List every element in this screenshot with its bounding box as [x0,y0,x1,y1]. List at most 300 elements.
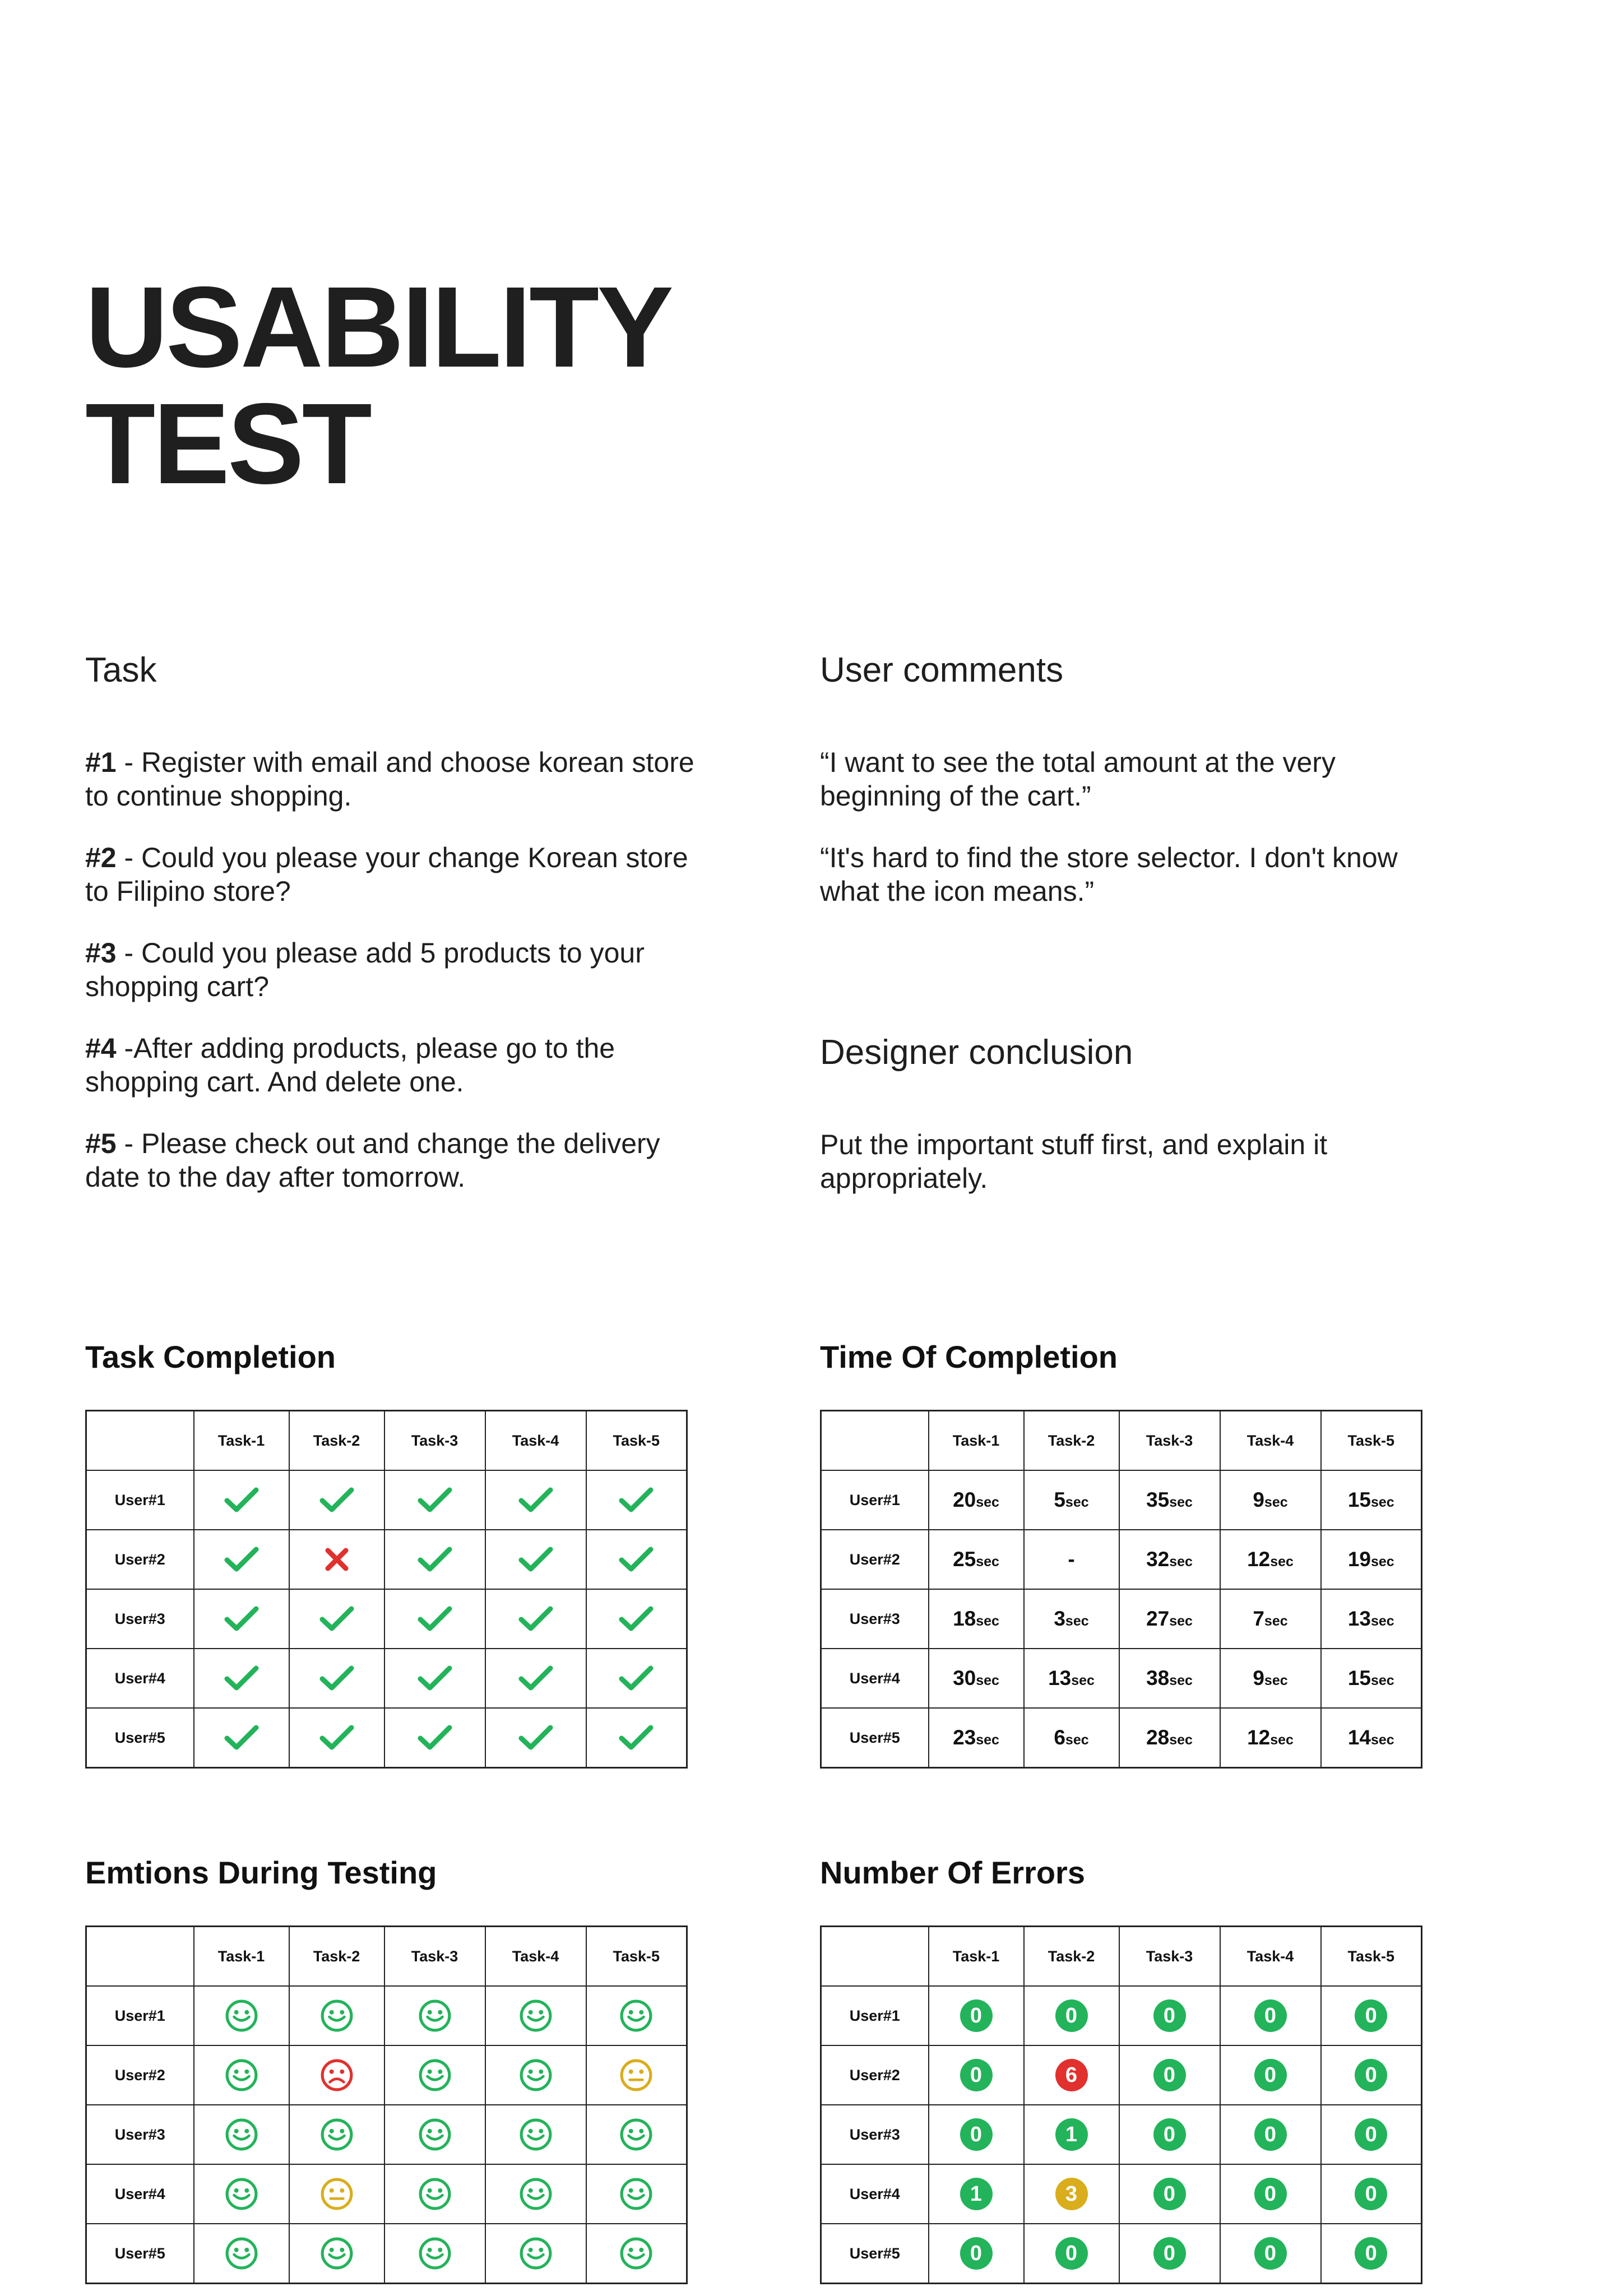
row-label: User#4 [821,2164,929,2224]
table-row [86,2164,687,2224]
time-number: 9 [1253,1667,1264,1689]
error-count-badge: 0 [1055,1999,1088,2032]
time-unit: sec [1071,1673,1095,1688]
check-icon [224,1605,259,1633]
table-row [86,1649,687,1708]
table-row [821,2045,1422,2105]
table-cell [1024,2224,1119,2284]
table-cell [485,1986,586,2045]
row-label: User#5 [821,2224,929,2284]
table-cell [929,1986,1024,2045]
error-count-badge: 0 [1355,2059,1387,2091]
error-count-badge: 0 [1355,2118,1387,2151]
task-number: #2 [85,842,117,873]
header-row [821,1411,1422,1471]
error-count-badge: 1 [1055,2118,1088,2151]
table-cell [586,2045,687,2105]
check-icon [224,1545,259,1573]
time-number: 20 [953,1488,976,1511]
table-cell [384,1470,485,1530]
row-label: User#3 [86,1589,194,1649]
table-cell [1321,2224,1422,2284]
row-label: User#4 [86,1649,194,1708]
conclusion-block [820,1128,1436,1223]
happy-face-icon [519,2177,553,2211]
check-icon [619,1486,654,1514]
table-cell [1024,1589,1119,1649]
table-row [86,2224,687,2284]
check-icon [418,1486,452,1514]
time-value [953,1548,999,1571]
check-icon [418,1605,452,1633]
header-row [821,1927,1422,1987]
check-icon [518,1486,553,1514]
table-cell [1119,1530,1220,1589]
table-cell [1119,2164,1220,2224]
time-value [1054,1488,1088,1511]
time-unit: sec [1169,1554,1193,1570]
time-value [1146,1667,1193,1689]
table-row [821,1986,1422,2045]
table-cell [1220,1470,1321,1530]
table-cell [586,1649,687,1708]
time-unit: sec [976,1732,999,1748]
time-value [1247,1548,1294,1571]
task-text: - Could you please add 5 products to your shopping cart? [85,937,645,1002]
error-count-badge: 0 [1254,2118,1287,2151]
time-value [953,1488,999,1511]
time-of-completion-table [820,1410,1422,1769]
check-icon [518,1545,553,1573]
table-cell [1321,1986,1422,2045]
corner-cell [86,1411,194,1471]
time-unit: sec [1370,1732,1394,1748]
table-cell [194,1470,289,1530]
check-icon [319,1486,354,1514]
table-cell [1321,2164,1422,2224]
row-label: User#2 [821,2045,929,2105]
table-cell [929,1470,1024,1530]
sad-face-icon [320,2058,354,2092]
error-count-badge: 0 [1254,2237,1287,2270]
time-value [1146,1488,1193,1511]
neutral-face-icon [320,2177,354,2211]
time-value [1146,1548,1193,1571]
error-count-badge: 0 [960,2118,993,2151]
time-value [1054,1726,1088,1749]
emotions-table [85,1925,688,2284]
row-label: User#5 [821,1708,929,1768]
table-row [821,2224,1422,2284]
table-cell [1119,2105,1220,2164]
column-header: Task-1 [194,1927,289,1987]
corner-cell [821,1411,929,1471]
row-label: User#2 [86,2045,194,2105]
conclusion-heading: Designer conclusion [820,1033,1133,1072]
happy-face-icon [418,2118,452,2151]
error-count-badge: 0 [960,2237,993,2270]
check-icon [319,1724,354,1752]
column-header: Task-5 [1321,1927,1422,1987]
neutral-face-icon [619,2058,653,2092]
time-number: 6 [1054,1726,1065,1749]
table-cell [586,1530,687,1589]
row-label: User#1 [821,1470,929,1530]
error-count-badge: 0 [1254,1999,1287,2032]
column-header: Task-3 [384,1411,485,1471]
table-row [821,1708,1422,1768]
task-heading: Task [85,651,157,689]
table-cell [194,2105,289,2164]
error-count-badge: 0 [1355,1999,1387,2032]
table-row [821,1530,1422,1589]
table-row [821,1589,1422,1649]
user-comment-2: “It's hard to find the store selector. I don't know what the icon means.” [820,842,1398,907]
table-cell [384,1708,485,1768]
table-cell [1321,2045,1422,2105]
table-cell [485,2045,586,2105]
time-number: 12 [1247,1726,1271,1749]
table-cell [1220,1530,1321,1589]
happy-face-icon [519,2237,553,2270]
column-header: Task-2 [289,1927,384,1987]
happy-face-icon [418,1999,452,2033]
table-cell [1220,1649,1321,1708]
column-header: Task-3 [1119,1411,1220,1471]
time-value [1146,1726,1193,1749]
column-header: Task-1 [194,1411,289,1471]
time-unit: sec [1264,1613,1288,1629]
table-cell [289,2224,384,2284]
time-unit: sec [1065,1613,1089,1629]
column-header: Task-1 [929,1927,1024,1987]
task-text: - Could you please your change Korean store to Filipino store? [85,842,688,907]
user-comment-1: “I want to see the total amount at the very beginning of the cart.” [820,747,1336,812]
happy-face-icon [225,2058,258,2092]
column-header: Task-3 [1119,1927,1220,1987]
table-cell [384,2224,485,2284]
task-item-3 [85,936,702,1003]
error-count-badge: 0 [960,2059,993,2091]
table-cell [929,1530,1024,1589]
happy-face-icon [320,1999,354,2033]
table-cell [194,1530,289,1589]
table-cell [586,1986,687,2045]
task-item-2 [85,841,702,908]
time-number: 23 [953,1726,976,1749]
happy-face-icon [225,2118,258,2151]
check-icon [518,1605,553,1633]
check-icon [319,1664,354,1692]
column-header: Task-4 [1220,1927,1321,1987]
column-header: Task-2 [1024,1927,1119,1987]
table-row [821,2105,1422,2164]
table-cell [289,2105,384,2164]
error-count-badge: 0 [1055,2237,1088,2270]
task-item-4 [85,1031,702,1099]
header-row [86,1927,687,1987]
table-cell [1321,1589,1422,1649]
time-value [1253,1488,1287,1511]
table-cell [586,2105,687,2164]
table-cell [586,2224,687,2284]
check-icon [418,1724,452,1752]
check-icon [224,1664,259,1692]
table-row [86,2105,687,2164]
table-cell [485,2164,586,2224]
table-cell [485,2224,586,2284]
time-number: 13 [1347,1607,1371,1630]
error-count-badge: 1 [960,2178,993,2210]
task-item-1 [85,746,702,813]
column-header: Task-5 [586,1411,687,1471]
table-cell [929,2164,1024,2224]
table-cell [929,2105,1024,2164]
task-list [85,746,702,1222]
table-row [821,1649,1422,1708]
check-icon [518,1724,553,1752]
table-cell [1024,1649,1119,1708]
check-icon [619,1545,654,1573]
error-count-badge: 6 [1055,2059,1088,2091]
time-number: 28 [1146,1726,1170,1749]
column-header: Task-3 [384,1927,485,1987]
table-row [86,2045,687,2105]
happy-face-icon [519,2058,553,2092]
page-title [85,263,671,508]
time-number: 19 [1347,1548,1371,1571]
time-number: 15 [1347,1488,1371,1511]
task-text: - Register with email and choose korean store to continue shopping. [85,747,694,812]
happy-face-icon [519,1999,553,2033]
column-header: Task-2 [289,1411,384,1471]
table-cell [1321,1649,1422,1708]
table-row [86,1470,687,1530]
time-value [1048,1667,1095,1689]
happy-face-icon [619,2237,653,2270]
table-cell [194,2045,289,2105]
time-unit: sec [1370,1613,1394,1629]
table-cell [289,1986,384,2045]
time-number: 30 [953,1667,976,1689]
number-of-errors-table [820,1925,1422,2284]
time-value [1253,1667,1287,1689]
happy-face-icon [225,1999,258,2033]
table-cell [289,1649,384,1708]
time-number: 9 [1253,1488,1264,1511]
number-of-errors-title: Number Of Errors [820,1855,1085,1890]
table-cell [1321,2105,1422,2164]
time-unit: sec [1169,1613,1193,1629]
task-completion-table [85,1410,688,1769]
table-row [86,1589,687,1649]
check-icon [224,1724,259,1752]
column-header: Task-4 [485,1927,586,1987]
time-value [1348,1726,1394,1749]
table-cell [194,1589,289,1649]
table-cell [1024,2045,1119,2105]
check-icon [619,1664,654,1692]
time-value [953,1607,999,1630]
table-cell [1220,2105,1321,2164]
column-header: Task-5 [1321,1411,1422,1471]
error-count-badge: 0 [1153,2118,1186,2151]
table-cell [1220,1708,1321,1768]
time-number: 13 [1048,1667,1072,1689]
time-value [953,1667,999,1689]
table-cell [485,1708,586,1768]
table-cell [289,1470,384,1530]
check-icon [418,1545,452,1573]
table-cell [929,1589,1024,1649]
table-cell [384,2164,485,2224]
table-cell [485,1589,586,1649]
happy-face-icon [320,2118,354,2151]
table-cell [1119,1986,1220,2045]
table-cell [1220,2224,1321,2284]
time-unit: sec [1270,1732,1294,1748]
header-row [86,1411,687,1471]
time-unit: sec [1264,1494,1288,1510]
happy-face-icon [320,2237,354,2270]
table-cell [1321,1530,1422,1589]
time-value [953,1726,999,1749]
happy-face-icon [619,1999,653,2033]
table-cell [194,1708,289,1768]
row-label: User#4 [86,2164,194,2224]
row-label: User#1 [86,1986,194,2045]
time-number: 38 [1146,1667,1170,1689]
table-cell [485,1649,586,1708]
corner-cell [821,1927,929,1987]
row-label: User#2 [86,1530,194,1589]
time-number: 7 [1253,1607,1264,1630]
table-cell [289,2164,384,2224]
row-label: User#1 [86,1470,194,1530]
table-cell [1024,1708,1119,1768]
row-label: User#4 [821,1649,929,1708]
table-cell [384,2045,485,2105]
table-cell [485,1470,586,1530]
check-icon [418,1664,452,1692]
table-cell [1024,2105,1119,2164]
time-number: 35 [1146,1488,1170,1511]
table-cell [1119,2045,1220,2105]
error-count-badge: 3 [1055,2178,1088,2210]
time-unit: sec [976,1494,999,1510]
table-cell [194,2224,289,2284]
happy-face-icon [418,2177,452,2211]
corner-cell [86,1927,194,1987]
task-item-5 [85,1127,702,1194]
column-header: Task-4 [1220,1411,1321,1471]
table-cell [194,2164,289,2224]
time-unit: sec [1270,1554,1294,1570]
table-cell [929,1649,1024,1708]
check-icon [224,1486,259,1514]
time-unit: sec [1169,1732,1193,1748]
time-of-completion-title: Time Of Completion [820,1339,1118,1374]
time-unit: sec [1169,1673,1193,1688]
time-value [1348,1488,1394,1511]
happy-face-icon [225,2237,258,2270]
time-number: 15 [1347,1667,1371,1689]
row-label: User#3 [821,1589,929,1649]
task-number: #3 [85,937,117,969]
time-number: 3 [1054,1607,1065,1630]
happy-face-icon [225,2177,258,2211]
cross-icon [324,1547,350,1572]
table-cell [929,2224,1024,2284]
error-count-badge: 0 [1153,2059,1186,2091]
happy-face-icon [619,2177,653,2211]
table-cell [384,1530,485,1589]
time-number: 18 [953,1607,976,1630]
table-cell [1321,1708,1422,1768]
emotions-title: Emtions During Testing [85,1855,437,1890]
table-cell [1119,1708,1220,1768]
check-icon [518,1664,553,1692]
check-icon [619,1605,654,1633]
task-number: #1 [85,747,117,778]
table-row [821,2164,1422,2224]
time-unit: sec [1169,1494,1193,1510]
table-cell [1220,2045,1321,2105]
time-unit: sec [1370,1673,1394,1688]
check-icon [319,1605,354,1633]
time-value [1146,1607,1193,1630]
column-header: Task-1 [929,1411,1024,1471]
table-row [821,1470,1422,1530]
row-label: User#1 [821,1986,929,2045]
table-cell [384,1986,485,2045]
error-count-badge: 0 [1355,2178,1387,2210]
comments-list [820,746,1436,936]
task-number: #4 [85,1033,117,1064]
time-unit: sec [1065,1732,1089,1748]
table-cell [929,2045,1024,2105]
task-number: #5 [85,1128,117,1159]
error-count-badge: 0 [1254,2059,1287,2091]
table-cell [586,1589,687,1649]
row-label: User#5 [86,1708,194,1768]
time-value [1054,1607,1088,1630]
table-cell [1220,1589,1321,1649]
conclusion-text: Put the important stuff first, and explain it appropriately. [820,1129,1328,1194]
table-row [86,1708,687,1768]
time-unit: sec [1264,1673,1288,1688]
table-cell [1024,1986,1119,2045]
table-cell [485,1530,586,1589]
time-unit: sec [1370,1494,1394,1510]
check-icon [619,1724,654,1752]
comments-heading: User comments [820,651,1064,689]
table-cell [1024,2164,1119,2224]
time-number: 25 [953,1548,976,1571]
table-cell [194,1986,289,2045]
time-number: 27 [1146,1607,1170,1630]
time-value [1348,1548,1394,1571]
table-cell [384,1649,485,1708]
time-value [1348,1607,1394,1630]
table-cell [1321,1470,1422,1530]
table-cell [1119,2224,1220,2284]
happy-face-icon [418,2058,452,2092]
error-count-badge: 0 [1153,2178,1186,2210]
task-text: - Please check out and change the delivery date to the day after tomorrow. [85,1128,660,1193]
task-text: -After adding products, please go to the shopping cart. And delete one. [85,1033,615,1098]
column-header: Task-4 [485,1411,586,1471]
